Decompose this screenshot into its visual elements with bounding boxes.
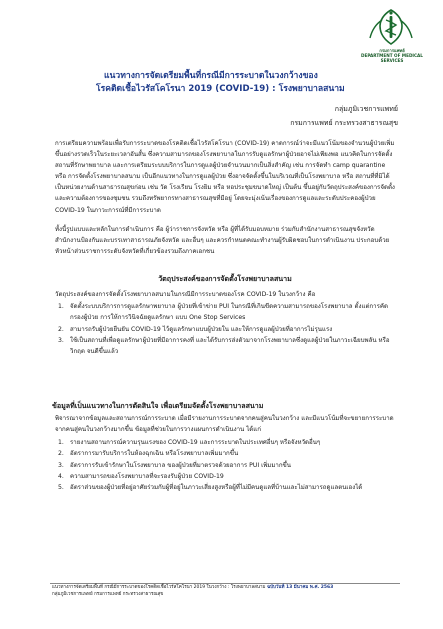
objectives-intro: วัตถุประสงค์ของการจัดตั้งโรงพยาบาลสนามในกรณีมีการระบาดของโรค COVID-19 ในวงกว้าง คือ [55, 291, 316, 298]
list-item-number: 1. [58, 439, 64, 446]
list-item [58, 448, 398, 459]
list-item-number: 1. [58, 303, 64, 310]
list-item [58, 301, 398, 324]
footer-title: แนวทางการจัดเตรียมพื้นที่ กรณีมีการระบาดของโรคติดเชื้อไวรัสโคโรนา 2019 ในวงกว้าง : โรงพยาบาลสนาม [52, 585, 266, 590]
author-group: กลุ่มภูมิเวชการแพทย์ [334, 105, 398, 113]
objectives-heading: วัตถุประสงค์ของการจัดตั้งโรงพยาบาลสนาม [158, 274, 292, 283]
decision-info-intro: พิจารณาจากข้อมูลและสถานการณ์การระบาด เมื่อมีรายงานการระบาดจากคนสู่คนในวงกว้าง และมีแนวโน้มที่จะขยายการระบาดจากคนสู่คนในวงกว้างมากขึ้น ข้อมูลที่ช่วยในการวางแผนการดำเนินงาน ได้แก่ [55, 415, 394, 433]
title-line-2: โรคติดเชื้อไวรัสโคโรนา 2019 (COVID-19) : โรงพยาบาลสนาม [96, 84, 345, 94]
list-item [58, 471, 398, 482]
list-item-text: อัตราส่วนของผู้ป่วยที่อยู่อาศัยร่วมกับผู้ที่อยู่ในภาวะเสี่ยงสูงหรือผู้ที่ไม่มีคนดูแลที่บ้านและไม่สามารถดูแลตนเองได้ [70, 484, 363, 492]
list-item-number: 4. [58, 472, 64, 480]
list-item-text: ใช้เป็นสถานที่เพื่อดูแลรักษาผู้ป่วยที่มีอาการคงที่ และได้รับการส่งตัวมาจากโรงพยาบาลซึ่งดูแลผู้ป่วยในภาวะเฉียบพลัน หรือวิกฤต จนดีขึ้นแล้ว [70, 336, 390, 356]
list-item-number: 3. [58, 336, 64, 344]
implementation-paragraph: ทั้งนี้รูปแบบและหลักในการดำเนินการ คือ ผู้ว่าราชการจังหวัด หรือ ผู้ที่ได้รับมอบหมาย ร่วมกับสำนักงานสาธารณสุขจังหวัด สำนักงานป้องกันและบรรเทาสาธารณภัยจังหวัด และอื่นๆ และควรกำหนดคณะทำงานผู้รับผิดชอบในการดำเนินงาน ประกอบด้วยหัวหน้าส่วนราชการระดับจังหวัดที่เกี่ยวข้องรวมถึงภาคเอกชน [55, 226, 390, 256]
footer-title-line [52, 584, 402, 591]
footer-date: ฉบับวันที่ 13 มีนาคม พ.ศ. 2563 [265, 585, 334, 590]
list-item-number: 2. [58, 450, 64, 458]
list-item-number: 3. [58, 461, 64, 469]
department-name-thai: กรมการแพทย์ [379, 48, 405, 53]
list-item-text: รายงานสถานการณ์ความรุนแรงของ COVID-19 และการระบาดในประเทศอื่นๆ หรือจังหวัดอื่นๆ [70, 439, 321, 446]
list-item-number: 5. [58, 484, 64, 492]
page-footer [52, 584, 402, 598]
list-item-number: 2. [58, 325, 64, 333]
list-item [58, 437, 398, 448]
footer-organization: กลุ่มภูมิเวชการแพทย์ กรมการแพทย์ กระทรวงสาธารณสุข [52, 592, 164, 597]
author-block [290, 102, 398, 130]
document-title [96, 70, 396, 96]
department-name [352, 48, 432, 63]
department-seal-logo [362, 8, 420, 46]
objectives-list [58, 301, 398, 357]
author-department: กรมการแพทย์ กระทรวงสาธารณสุข [290, 119, 398, 127]
list-item [58, 460, 398, 471]
decision-info-list [58, 437, 398, 493]
intro-paragraph: การเตรียมความพร้อมเพื่อรับการระบาดของโรคติดเชื้อไวรัสโคโรนา (COVID-19) คาดการณ์ว่าจะมีแนวโน้มของจำนวนผู้ป่วยเพิ่มขึ้นอย่างรวดเร็วในระยะเวลาอันสั้น ซึ่งความสามารถของโรงพยาบาลในการรับดูแลรักษาผู้ป่วยอาจไม่เพียงพอ แนวคิดในการจัดตั้งสถานที่รักษาพยาบาล และการเตรียมระบบบริการในการดูแลผู้ป่วยจำนวนมากเป็นสิ่งสำคัญ เช่น การจัดทำ camp quarantine หรือ การจัดตั้งโรงพยาบาลสนาม เป็นอีกแนวทางในการดูแลผู้ป่วย ซึ่งอาจจัดตั้งขึ้นในบริเวณที่เป็นโรงพยาบาล หรือ สถานที่ที่มิได้เป็นหน่วยงานด้านสาธารณสุขก่อน เช่น วัด โรงเรียน โรงยิม หรือ หอประชุมขนาดใหญ่ เป็นต้น ขึ้นอยู่กับวัตถุประสงค์ของการจัดตั้ง และความต้องการของชุมชน รวมถึงทรัพยากรทางสาธารณสุขที่มีอยู่ โดยจะมุ่งเน้นเรื่องของการดูแลและระดับประคองผู้ป่วย COVID-19 ในภาวะการณ์ที่มีการระบาด [55, 140, 395, 214]
decision-info-heading: ข้อมูลที่เป็นแนวทางในการตัดสินใจ เพื่อเตรียมจัดตั้งโรงพยาบาลสนาม [52, 401, 264, 410]
list-item-text: อัตราการรับเข้ารักษาในโรงพยาบาล ของผู้ป่วยที่มาตรวจด้วยอาการ PUI เพิ่มมากขึ้น [70, 461, 291, 469]
list-item [58, 482, 398, 493]
list-item-text: อัตราการมารับบริการในห้องฉุกเฉิน หรือโรงพยาบาลเพิ่มมากขึ้น [70, 450, 239, 458]
list-item [58, 324, 398, 335]
list-item-text: ความสามารถของโรงพยาบาลที่จะรองรับผู้ป่วย COVID-19 [70, 472, 224, 480]
title-line-1: แนวทางการจัดเตรียมพื้นที่กรณีมีการระบาดในวงกว้างของ [104, 71, 318, 81]
list-item-text: สามารถรับผู้ป่วยยืนยัน COVID-19 ไว้ดูแลรักษาแบบผู้ป่วยใน และให้การดูแลผู้ป่วยที่อาการไม่รุนแรง [70, 325, 333, 333]
department-name-english: DEPARTMENT OF MEDICAL SERVICES [361, 53, 423, 63]
list-item [58, 335, 398, 358]
list-item-text: จัดตั้งระบบบริการการดูแลรักษาพยาบาล ผู้ป่วยที่เข้าข่าย PUI ในกรณีที่เกินขีดความสามารถของโรงพยาบาล ตั้งแต่การคัดกรองผู้ป่วย การให้การวินิจฉัยดูแลรักษา แบบ One Stop Services [70, 303, 388, 322]
